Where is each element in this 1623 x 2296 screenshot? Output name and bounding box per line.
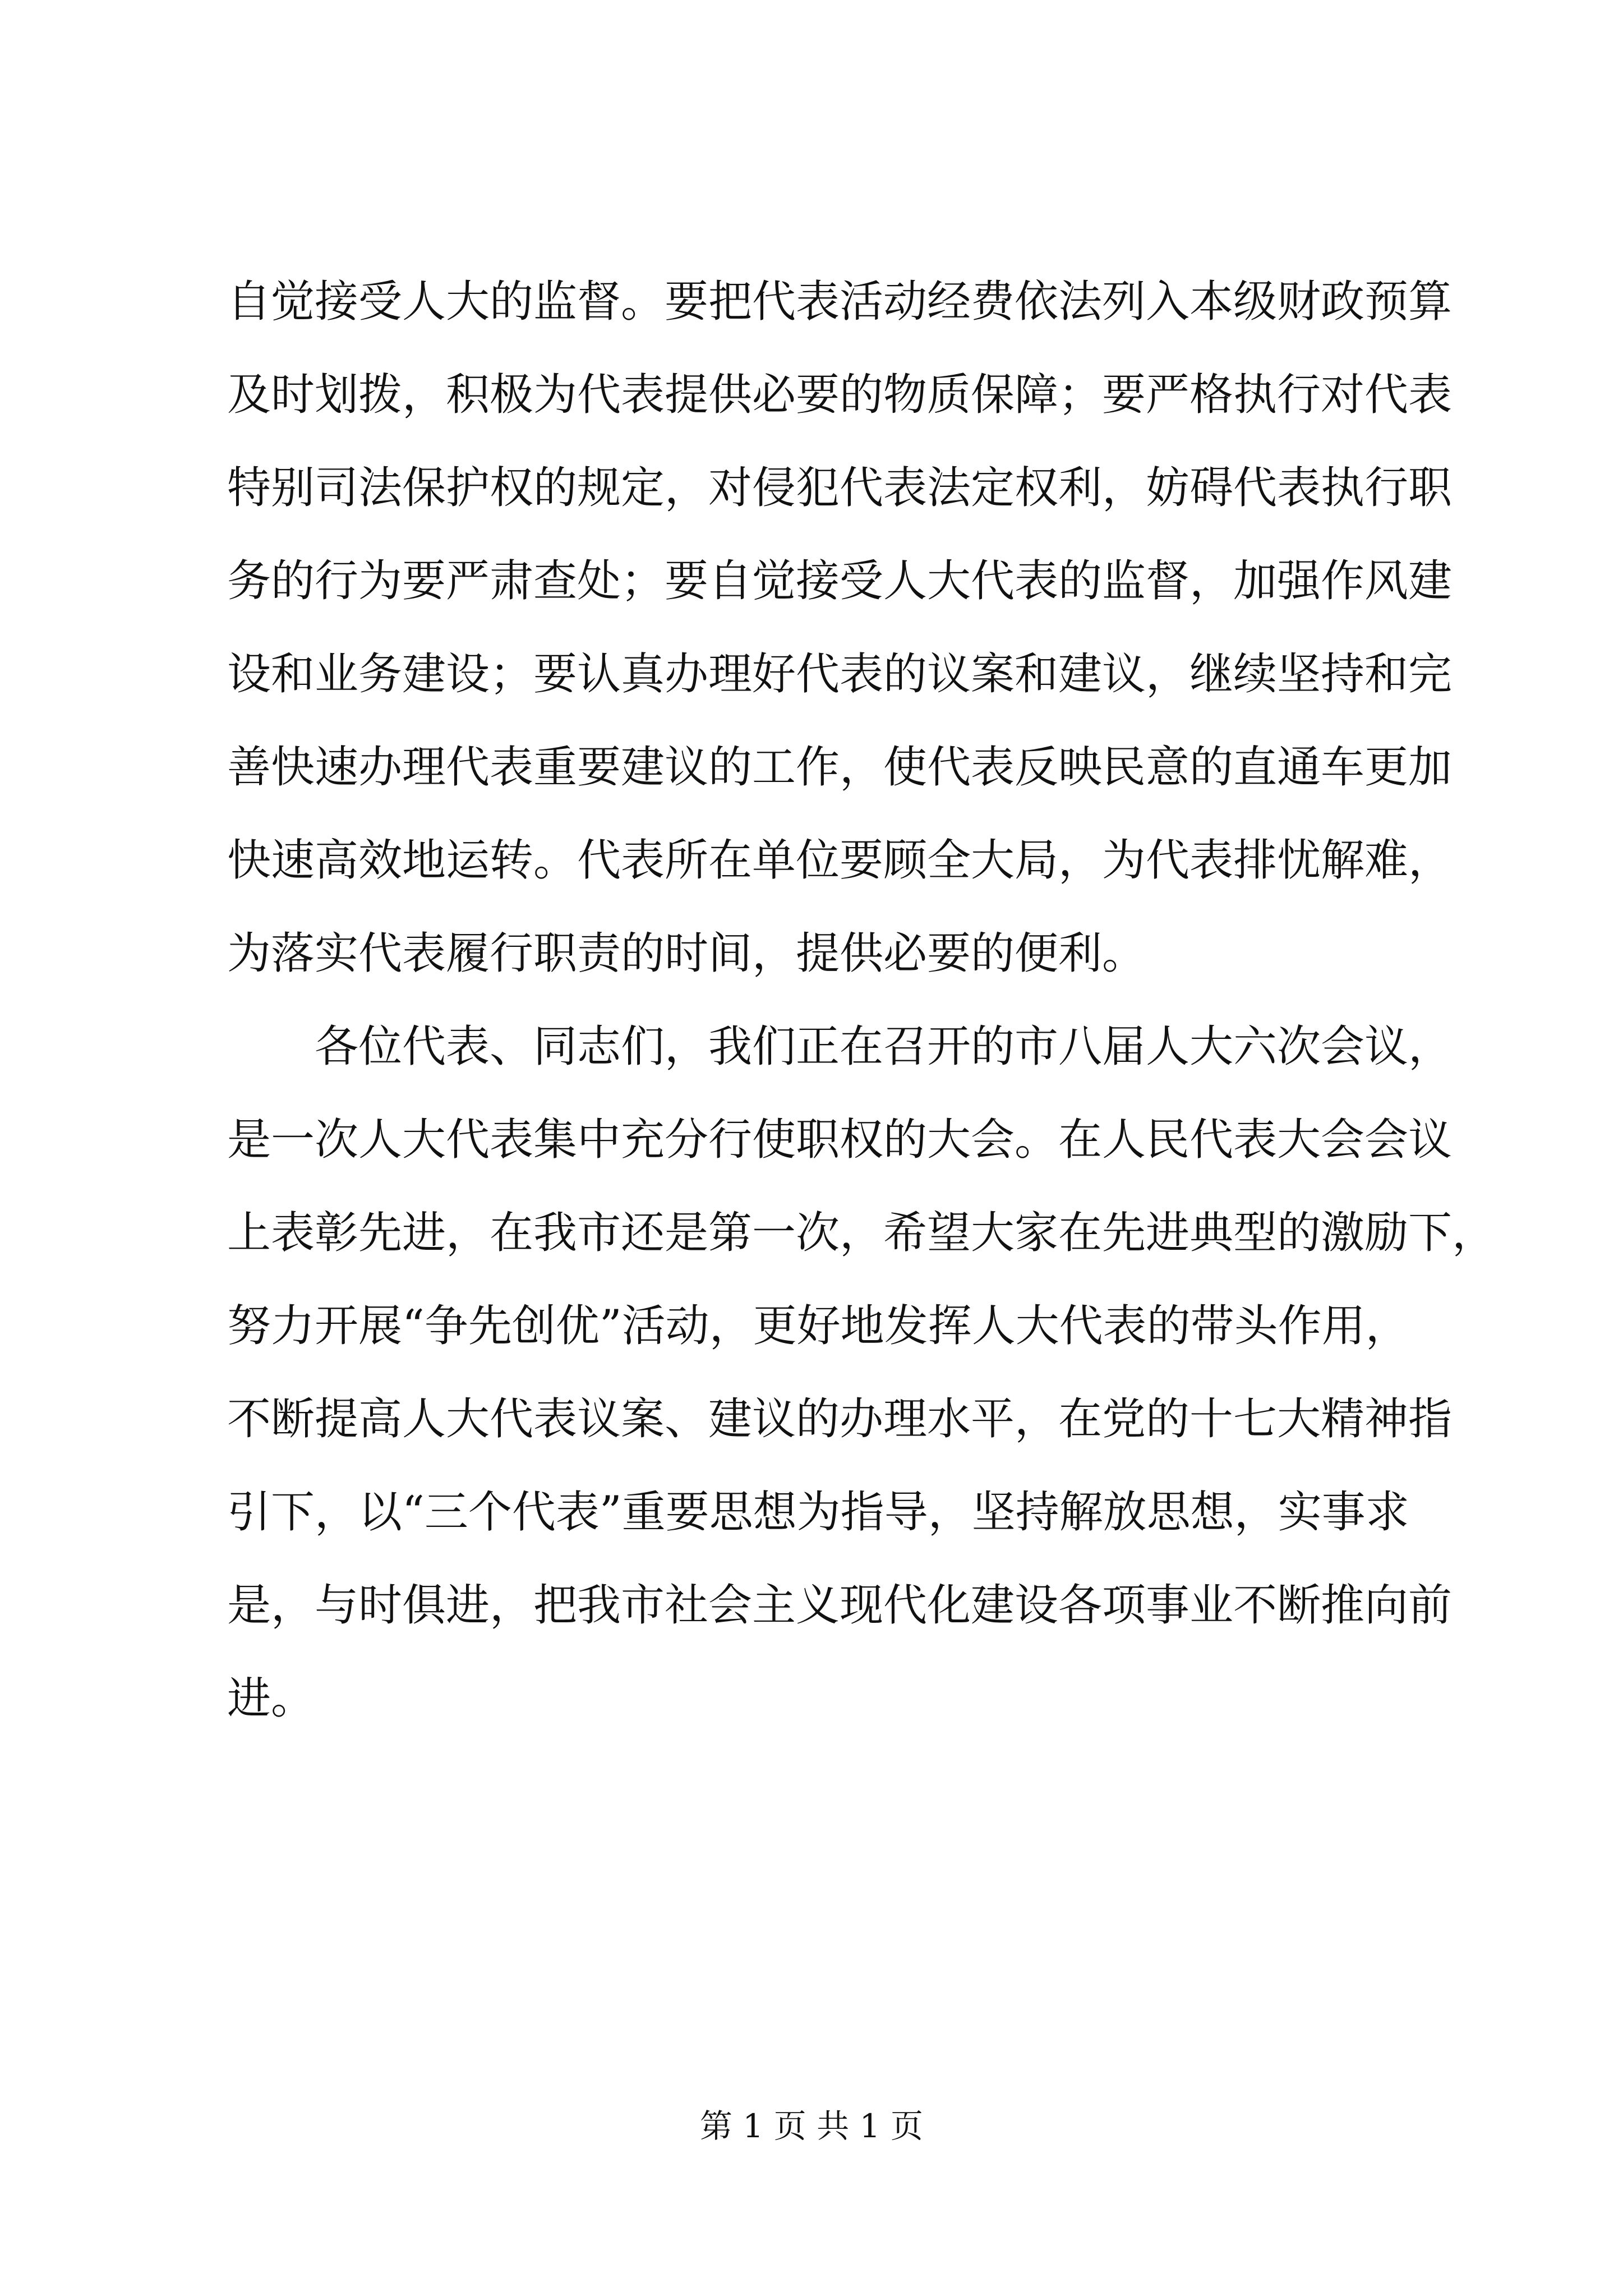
- document-body: [227, 255, 1496, 1745]
- text-line: 及时划拨，积极为代表提供必要的物质保障；要严格执行对代表: [227, 370, 1453, 420]
- text-line: 为落实代表履行职责的时间，提供必要的便利。: [227, 928, 1146, 979]
- page-footer: [0, 2104, 1623, 2148]
- text-line: 自觉接受人大的监督。要把代表活动经费依法列入本级财政预算: [227, 277, 1453, 327]
- text-line: 务的行为要严肃查处；要自觉接受人大代表的监督，加强作风建: [227, 556, 1453, 606]
- text-line: 快速高效地运转。代表所在单位要顾全大局，为代表排忧解难，: [227, 835, 1453, 886]
- paragraph-2: [227, 1000, 1496, 1745]
- text-line: 不断提高人大代表议案、建议的办理水平，在党的十七大精神指: [227, 1394, 1453, 1444]
- paragraph-1: [227, 255, 1453, 1000]
- text-line: 努力开展“争先创优”活动，更好地发挥人大代表的带头作用，: [227, 1301, 1409, 1351]
- text-line: 是一次人大代表集中充分行使职权的大会。在人民代表大会会议: [227, 1115, 1453, 1165]
- text-line: 各位代表、同志们，我们正在召开的市八届人大六次会议，: [315, 1022, 1453, 1072]
- text-line: 设和业务建设；要认真办理好代表的议案和建议，继续坚持和完: [227, 649, 1453, 700]
- text-line: 善快速办理代表重要建议的工作，使代表反映民意的直通车更加: [227, 742, 1453, 793]
- text-line: 特别司法保护权的规定，对侵犯代表法定权利，妨碍代表执行职: [227, 463, 1453, 513]
- text-line: 引下，以“三个代表”重要思想为指导，坚持解放思想，实事求: [227, 1487, 1409, 1538]
- text-line: 上表彰先进，在我市还是第一次，希望大家在先进典型的激励下，: [227, 1208, 1496, 1258]
- text-line: 进。: [227, 1673, 315, 1724]
- text-line: 是，与时俱进，把我市社会主义现代化建设各项事业不断推向前: [227, 1580, 1453, 1631]
- page-number: 第 1 页 共 1 页: [700, 2107, 923, 2145]
